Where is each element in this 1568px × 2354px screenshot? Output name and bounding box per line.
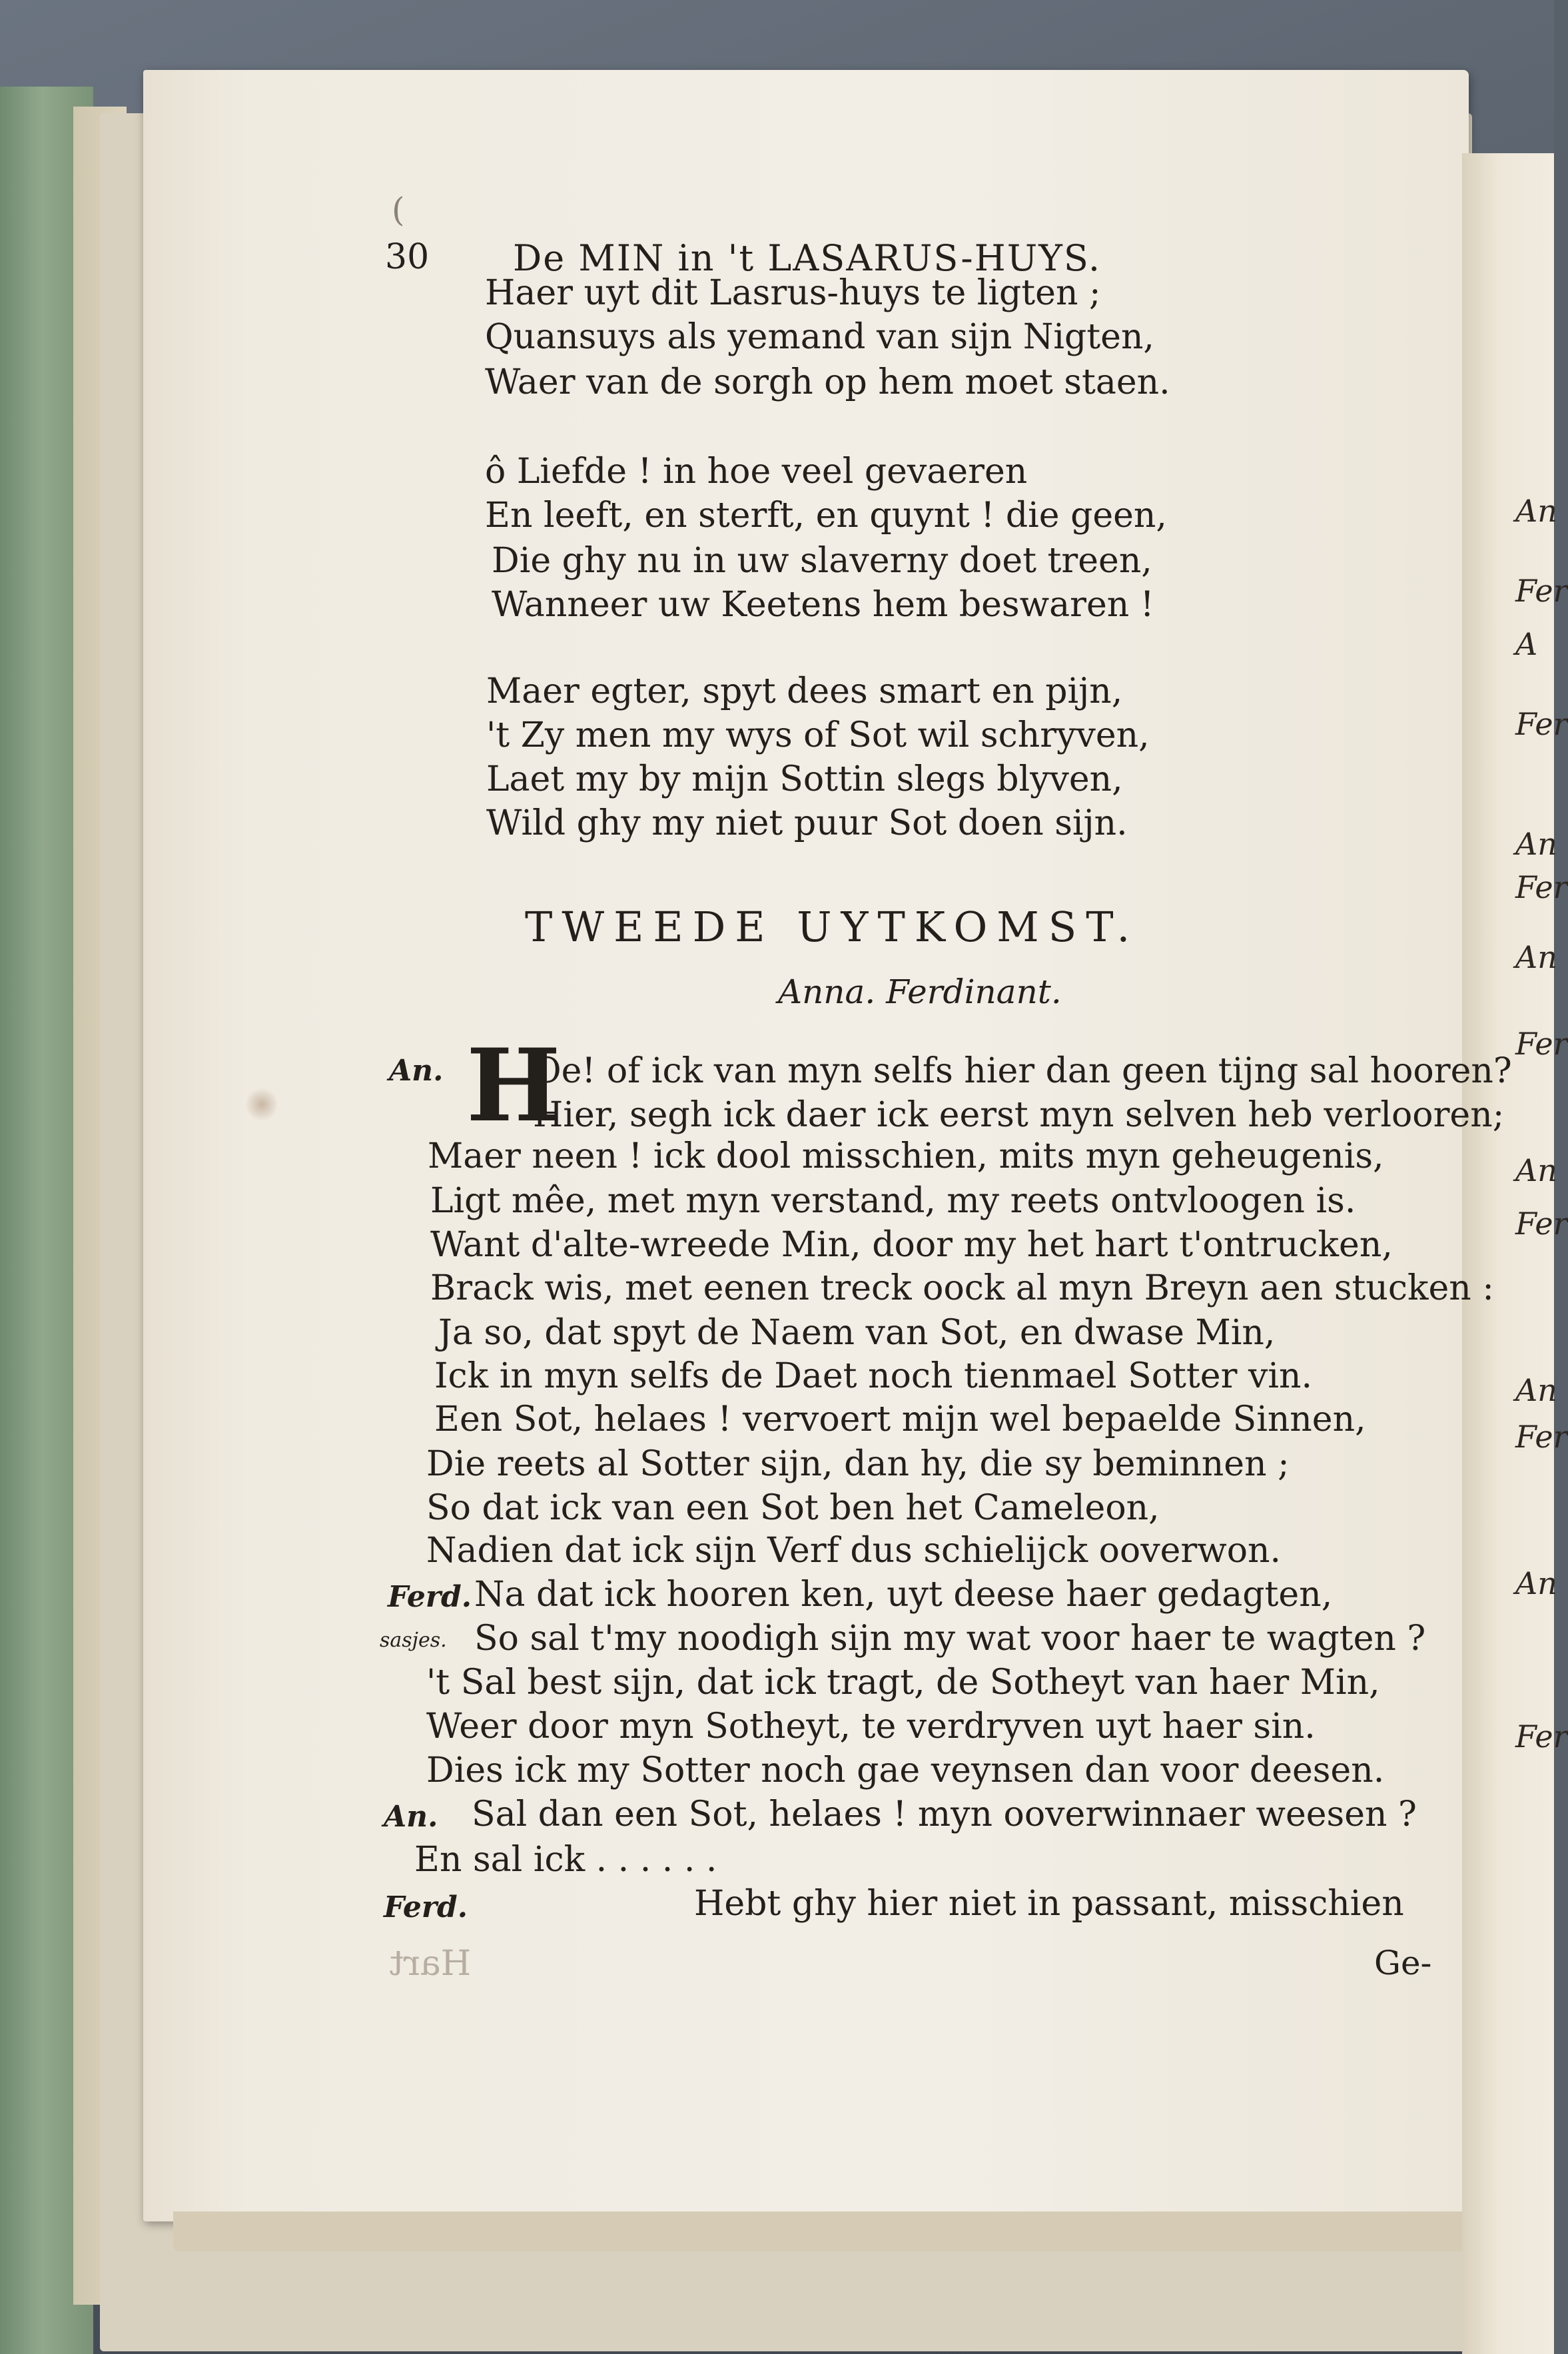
- verse-line: En leeft, en sterft, en quynt ! die geen,: [485, 496, 1167, 536]
- facing-mark: A: [1515, 626, 1538, 662]
- dialogue-line: So sal t'my noodigh sijn my wat voor haer te wagten ?: [474, 1619, 1426, 1659]
- verse-line: Maer egter, spyt dees smart en pijn,: [486, 671, 1123, 711]
- dialogue-line: En sal ick . . . . . .: [414, 1840, 717, 1880]
- dialogue-line: Na dat ick hooren ken, uyt deese haer gedagten,: [474, 1575, 1333, 1615]
- speaker-label: Ferd.: [388, 1580, 472, 1614]
- facing-mark: Fer: [1515, 1419, 1568, 1455]
- speaker-label: Ferd.: [384, 1890, 468, 1924]
- facing-mark: Fer: [1515, 573, 1568, 609]
- facing-mark: Fer: [1515, 1206, 1568, 1242]
- dialogue-line: Sal dan een Sot, helaes ! myn ooverwinnaer weesen ?: [472, 1794, 1417, 1834]
- verse-line: Die ghy nu in uw slaverny doet treen,: [492, 541, 1152, 581]
- facing-mark: An: [1515, 826, 1557, 862]
- facing-mark: An: [1515, 493, 1557, 529]
- facing-mark: Fer: [1515, 1719, 1568, 1755]
- speaker-label: An.: [389, 1054, 444, 1088]
- verse-line: Haer uyt dit Lasrus-huys te ligten ;: [485, 273, 1101, 313]
- dialogue-line: Hebt ghy hier niet in passant, misschien: [694, 1884, 1404, 1924]
- ornament-mark: (: [392, 191, 405, 229]
- cast-list: Anna. Ferdinant.: [778, 973, 1062, 1011]
- dialogue-line: Oe! of ick van myn selfs hier dan geen tijng sal hooren?: [533, 1051, 1512, 1091]
- dialogue-line: Want d'alte-wreede Min, door my het hart t'ontrucken,: [430, 1225, 1393, 1265]
- verse-line: Wanneer uw Keetens hem beswaren !: [492, 585, 1154, 625]
- facing-mark: An: [1515, 1372, 1557, 1408]
- stage-direction: sasjes.: [380, 1629, 447, 1652]
- dialogue-line: Ick in myn selfs de Daet noch tienmael Sotter vin.: [434, 1356, 1312, 1396]
- facing-mark: An: [1515, 1152, 1557, 1188]
- dialogue-line: Weer door myn Sotheyt, te verdryven uyt haer sin.: [426, 1707, 1316, 1747]
- facing-mark: An: [1515, 939, 1557, 975]
- drop-cap: H: [466, 1027, 561, 1144]
- catchword: Ge-: [1374, 1944, 1432, 1982]
- facing-mark: An: [1515, 1565, 1557, 1601]
- speaker-label: An.: [384, 1800, 438, 1834]
- verse-line: Laet my by mijn Sottin slegs blyven,: [486, 759, 1123, 799]
- facing-mark: Fer: [1515, 869, 1568, 905]
- section-title: TWEEDE UYTKOMST.: [525, 903, 1140, 951]
- bleed-through-text: Hart: [390, 1944, 472, 1984]
- verse-line: Wild ghy my niet puur Sot doen sijn.: [486, 803, 1128, 843]
- dialogue-line: Hier, segh ick daer ick eerst myn selven heb verlooren;: [533, 1095, 1505, 1135]
- dialogue-line: 't Sal best sijn, dat ick tragt, de Sotheyt van haer Min,: [426, 1663, 1380, 1703]
- dialogue-line: Maer neen ! ick dool misschien, mits myn geheugenis,: [428, 1136, 1384, 1176]
- dialogue-line: Ligt mêe, met myn verstand, my reets ontvloogen is.: [430, 1181, 1356, 1221]
- dialogue-line: Een Sot, helaes ! vervoert mijn wel bepaelde Sinnen,: [434, 1399, 1366, 1439]
- page-number: 30: [385, 237, 430, 277]
- verse-line: Quansuys als yemand van sijn Nigten,: [485, 317, 1154, 357]
- verse-line: ô Liefde ! in hoe veel gevaeren: [485, 452, 1028, 492]
- verse-line: 't Zy men my wys of Sot wil schryven,: [486, 715, 1150, 755]
- verse-line: Waer van de sorgh op hem moet staen.: [485, 362, 1170, 402]
- running-head: De MIN in 't LASARUS-HUYS.: [513, 237, 1102, 279]
- facing-mark: Fer: [1515, 1026, 1568, 1062]
- dialogue-line: So dat ick van een Sot ben het Cameleon,: [426, 1488, 1160, 1528]
- dialogue-line: Ja so, dat spyt de Naem van Sot, en dwase Min,: [438, 1313, 1276, 1353]
- dialogue-line: Nadien dat ick sijn Verf dus schielijck ooverwon.: [426, 1531, 1282, 1571]
- dialogue-line: Dies ick my Sotter noch gae veynsen dan voor deesen.: [426, 1751, 1385, 1790]
- dialogue-line: Brack wis, met eenen treck oock al myn Breyn aen stucken :: [430, 1268, 1494, 1308]
- dialogue-line: Die reets al Sotter sijn, dan hy, die sy beminnen ;: [426, 1444, 1290, 1484]
- facing-mark: Fer: [1515, 706, 1568, 742]
